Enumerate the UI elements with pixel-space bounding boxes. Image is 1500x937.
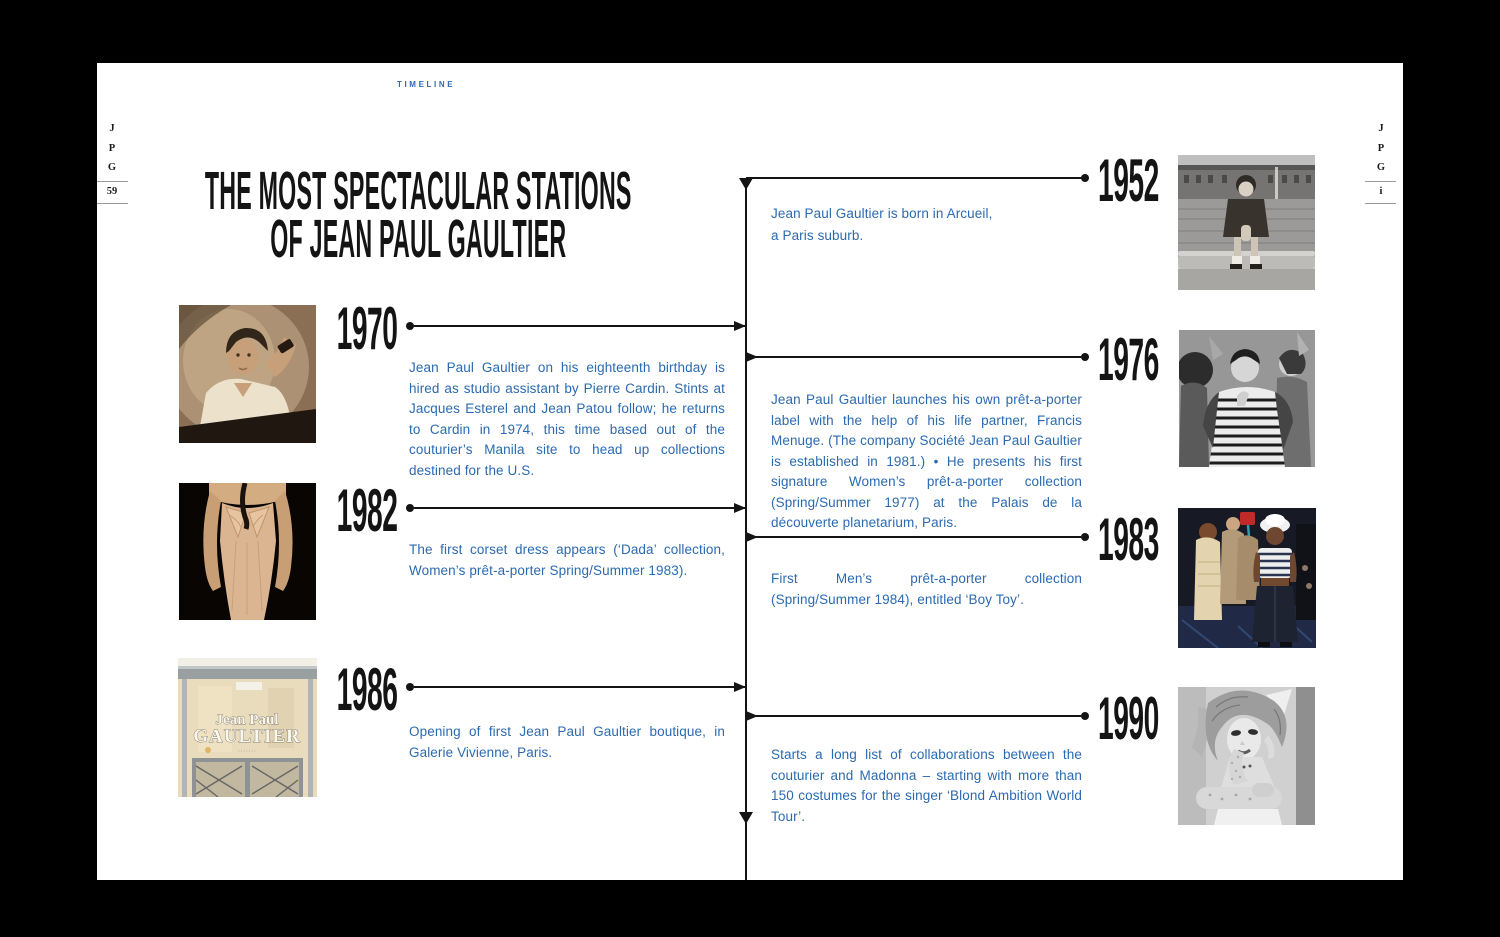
arrow-down-icon: [739, 178, 753, 190]
timeline-dot-1970: [406, 322, 414, 330]
arrow-right-icon: [746, 711, 758, 721]
connector-line-1952: [746, 177, 1085, 179]
timeline-axis: [745, 178, 747, 880]
year-1982: 1982: [336, 477, 397, 544]
connector-line-1990: [746, 715, 1081, 717]
monogram-letter: G: [1376, 162, 1386, 173]
connector-line-1983: [746, 536, 1081, 538]
event-text-1990: Starts a long list of collaborations between the couturier and Madonna – starting with more than 150 costumes for the singer ‘Blond Ambition World Tour’.: [771, 747, 1082, 824]
timeline-dot-1976: [1081, 353, 1089, 361]
photo-1990-madonna: [1178, 687, 1315, 825]
magazine-spread: [97, 63, 1403, 880]
photo-1952-child-on-fountain: [1178, 155, 1315, 290]
arrow-right-icon: [734, 682, 746, 692]
year-1986: 1986: [336, 656, 397, 723]
event-text-1970: Jean Paul Gaultier on his eighteenth birthday is hired as studio assistant by Pierre Cardin. Stints at Jacques Esterel and Jean Patou follow; he returns to Cardin in 1974, this time based out of the couturier’s Manila site to head up collections destined for the U.S.: [409, 360, 725, 478]
monogram-letter: J: [109, 123, 115, 134]
event-text-line: a Paris suburb.: [771, 228, 864, 243]
timeline-dot-1982: [406, 504, 414, 512]
boutique-sign-line2: GAULTIER: [193, 726, 301, 747]
arrow-right-icon: [734, 321, 746, 331]
timeline-dot-1952: [1081, 174, 1089, 182]
timeline-dot-1986: [406, 683, 414, 691]
section-label: TIMELINE: [397, 80, 456, 89]
page-number-left: 59: [106, 186, 118, 197]
monogram-letter: J: [1378, 123, 1384, 134]
photo-1983-boy-toy-runway: [1178, 508, 1316, 648]
photo-1970-sepia-portrait: [179, 305, 316, 443]
year-1990: 1990: [1098, 685, 1159, 752]
right-margin-monogram: [1366, 119, 1396, 178]
event-text-1983: First Men’s prêt-a-porter collection (Spring/Summer 1984), entitled ‘Boy Toy’.: [771, 571, 1082, 607]
connector-line-1970: [414, 325, 746, 327]
event-text-1952: [771, 203, 1031, 247]
photo-1986-boutique-storefront: [178, 658, 317, 797]
page-title-line1: THE MOST SPECTACULAR STATIONS: [204, 161, 632, 221]
photo-1982-corset-dress: [179, 483, 316, 620]
page-title-line2: OF JEAN PAUL GAULTIER: [269, 209, 567, 269]
timeline-dot-1983: [1081, 533, 1089, 541]
monogram-letter: P: [1377, 142, 1385, 154]
arrow-down-icon: [739, 812, 753, 824]
event-text-line: Jean Paul Gaultier is born in Arcueil,: [771, 206, 993, 221]
event-text-1982: The first corset dress appears (‘Dada’ collection, Women’s prêt-a-porter Spring/Summer 1983).: [409, 542, 725, 578]
timeline-dot-1990: [1081, 712, 1089, 720]
monogram-letter: G: [107, 162, 117, 173]
connector-line-1976: [746, 356, 1081, 358]
svg-text:·······: ·······: [237, 747, 257, 756]
arrow-right-icon: [746, 352, 758, 362]
connector-line-1986: [414, 686, 746, 688]
margin-rule: [1365, 181, 1396, 182]
event-text-1986: Opening of first Jean Paul Gaultier boutique, in Galerie Vivienne, Paris.: [409, 724, 725, 760]
monogram-letter: P: [108, 142, 116, 154]
year-1970: 1970: [336, 295, 397, 362]
connector-line-1982: [414, 507, 746, 509]
margin-rule: [1365, 203, 1396, 204]
arrow-right-icon: [734, 503, 746, 513]
photo-1976-striped-shirt: [1179, 330, 1315, 467]
boutique-sign-line1: Jean Paul: [215, 712, 279, 728]
year-1952: 1952: [1098, 147, 1159, 214]
page-number-right: i: [1379, 186, 1383, 197]
event-text-1976: Jean Paul Gaultier launches his own prêt-a-porter label with the help of his life partner, Francis Menuge. (The company Société Jean Paul Gaultier is established in 1981.) • He presents his first signature Women’s prêt-a-porter collection (Spring/Summer 1977) at the Palais de la découverte planetarium, Paris.: [771, 392, 1082, 530]
arrow-right-icon: [746, 532, 758, 542]
year-1976: 1976: [1098, 326, 1159, 393]
year-1983: 1983: [1098, 506, 1159, 573]
